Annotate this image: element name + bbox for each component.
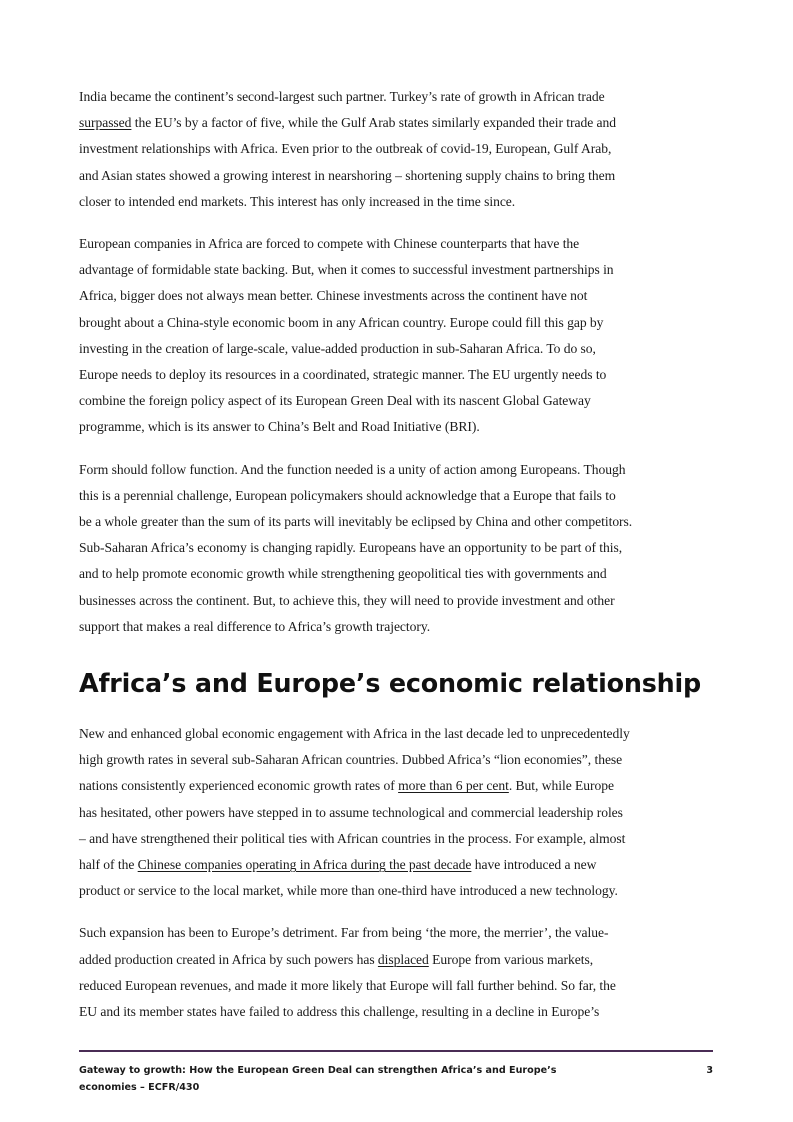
- text-run: combine the foreign policy aspect of its European Green Deal with its nascent Global Gateway: [79, 393, 591, 409]
- text-line: [79, 999, 715, 1025]
- text-run: closer to intended end markets. This interest has only increased in the time since.: [79, 193, 516, 209]
- footer-title-continued: economies – ECFR/430: [79, 1082, 200, 1093]
- text-line: [79, 136, 715, 162]
- text-line: [79, 110, 715, 136]
- text-line: [79, 257, 715, 283]
- text-run: half of the: [79, 857, 138, 873]
- text-line: [79, 231, 715, 257]
- text-run: . But, while Europe: [508, 778, 614, 794]
- text-run: high growth rates in several sub-Saharan African countries. Dubbed Africa’s “lion economies”, these: [79, 752, 623, 768]
- text-run: businesses across the continent. But, to achieve this, they will need to provide investment and other: [79, 592, 615, 608]
- text-line: [79, 561, 715, 587]
- paragraph: [79, 84, 715, 215]
- text-line: [79, 852, 715, 878]
- text-line: [79, 800, 715, 826]
- text-line: [79, 947, 715, 973]
- text-run: brought about a China-style economic boom in any African country. Europe could fill this gap by: [79, 314, 604, 330]
- text-line: [79, 878, 715, 904]
- paragraph: [79, 920, 715, 1025]
- text-line: [79, 283, 715, 309]
- text-run: and Asian states showed a growing interest in nearshoring – shortening supply chains to bring them: [79, 167, 616, 183]
- text-run: New and enhanced global economic engagement with Africa in the last decade led to unprecedentedly: [79, 726, 630, 742]
- text-run: Sub-Saharan Africa’s economy is changing rapidly. Europeans have an opportunity to be part of this,: [79, 540, 623, 556]
- text-run: the EU’s by a factor of five, while the Gulf Arab states similarly expanded their trade and: [131, 115, 617, 131]
- text-run: Europe from various markets,: [428, 951, 594, 967]
- text-line: [79, 509, 715, 535]
- text-line: [79, 920, 715, 946]
- paragraph: [79, 457, 715, 640]
- text-line: [79, 773, 715, 799]
- text-line: [79, 388, 715, 414]
- text-run: advantage of formidable state backing. But, when it comes to successful investment partnerships in: [79, 262, 614, 278]
- text-run: programme, which is its answer to China’s Belt and Road Initiative (BRI).: [79, 419, 480, 435]
- text-line: [79, 614, 715, 640]
- page-footer: [79, 1062, 713, 1096]
- text-run: support that makes a real difference to Africa’s growth trajectory.: [79, 618, 431, 634]
- text-run: India became the continent’s second-largest such partner. Turkey’s rate of growth in African trade: [79, 89, 605, 104]
- text-line: [79, 336, 715, 362]
- text-run: added production created in Africa by such powers has: [79, 951, 378, 967]
- text-line: [79, 721, 715, 747]
- paragraph: [79, 721, 715, 904]
- text-run: Africa, bigger does not always mean better. Chinese investments across the continent have not: [79, 288, 588, 304]
- paragraph: [79, 231, 715, 441]
- inline-link[interactable]: more than 6 per cent: [398, 778, 509, 794]
- text-line: [79, 973, 715, 999]
- footer-divider: [79, 1050, 713, 1052]
- text-line: [79, 414, 715, 440]
- inline-link[interactable]: displaced: [377, 951, 429, 967]
- text-run: be a whole greater than the sum of its parts will inevitably be eclipsed by China and other competitors.: [79, 514, 633, 530]
- inline-link[interactable]: surpassed: [79, 115, 132, 131]
- text-run: and to help promote economic growth while strengthening geopolitical ties with governments and: [79, 566, 607, 582]
- text-line: [79, 189, 715, 215]
- text-line: [79, 747, 715, 773]
- text-run: European companies in Africa are forced to compete with Chinese counterparts that have the: [79, 236, 580, 252]
- text-run: has hesitated, other powers have stepped in to assume technological and commercial leadership roles: [79, 804, 623, 820]
- text-line: [79, 826, 715, 852]
- text-run: investing in the creation of large-scale, value-added production in sub-Saharan Africa. To do so,: [79, 340, 596, 356]
- text-run: product or service to the local market, while more than one-third have introduced a new technology.: [79, 883, 618, 899]
- text-line: [79, 535, 715, 561]
- footer-title: Gateway to growth: How the European Green Deal can strengthen Africa’s and Europe’s: [79, 1065, 557, 1076]
- text-run: – and have strengthened their political ties with African countries in the process. For example, almost: [79, 830, 626, 846]
- section-heading: Africa’s and Europe’s economic relationship: [79, 668, 702, 699]
- text-line: [79, 457, 715, 483]
- text-line: [79, 163, 715, 189]
- page-number: 3: [706, 1065, 713, 1076]
- text-line: [79, 362, 715, 388]
- text-line: [79, 483, 715, 509]
- text-run: this is a perennial challenge, European policymakers should acknowledge that a Europe that fails to: [79, 487, 616, 503]
- text-run: Form should follow function. And the function needed is a unity of action among Europeans. Though: [79, 461, 626, 477]
- text-run: EU and its member states have failed to address this challenge, resulting in a decline in Europe’s: [79, 1004, 600, 1020]
- text-run: reduced European revenues, and made it more likely that Europe will fall further behind. So far, the: [79, 977, 616, 993]
- text-line: [79, 588, 715, 614]
- text-run: Such expansion has been to Europe’s detriment. Far from being ‘the more, the merrier’, the value-: [79, 925, 609, 941]
- text-line: [79, 310, 715, 336]
- text-run: nations consistently experienced economic growth rates of: [79, 778, 399, 794]
- text-run: investment relationships with Africa. Even prior to the outbreak of covid-19, European, Gulf Arab,: [79, 141, 612, 157]
- text-line: [79, 84, 715, 110]
- article-body: [79, 84, 715, 1041]
- inline-link[interactable]: Chinese companies operating in Africa during the past decade: [137, 857, 472, 873]
- text-run: Europe needs to deploy its resources in a coordinated, strategic manner. The EU urgently needs to: [79, 367, 607, 383]
- text-run: have introduced a new: [471, 857, 597, 873]
